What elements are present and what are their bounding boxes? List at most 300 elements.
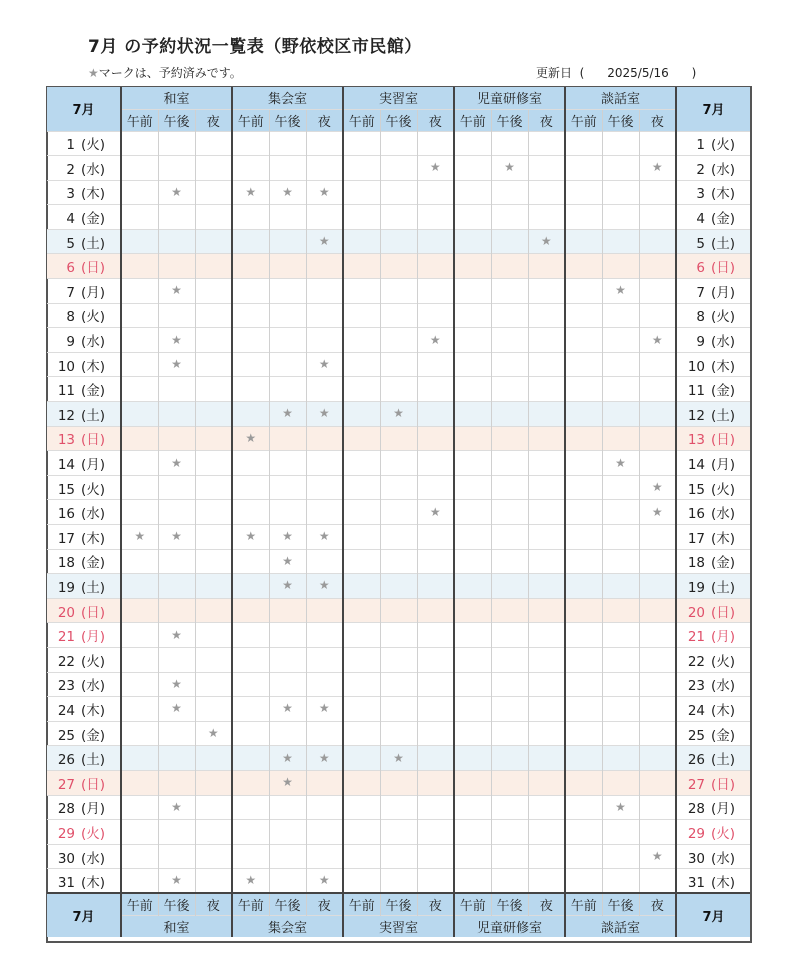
slot-cell [639, 156, 676, 181]
slot-cell [380, 426, 417, 451]
slot-cell [639, 697, 676, 722]
day-weekday: (月) [711, 284, 736, 301]
slot-cell [417, 328, 454, 353]
slot-cell [195, 451, 232, 476]
slot-cell [491, 820, 528, 845]
slot-header: 午前 [565, 109, 602, 131]
slot-cell [195, 746, 232, 771]
slot-cell [158, 328, 195, 353]
slot-header: 午前 [565, 893, 602, 915]
day-label-left [47, 869, 121, 894]
slot-cell [121, 795, 158, 820]
slot-cell [491, 451, 528, 476]
slot-cell [528, 598, 565, 623]
day-label-right [676, 303, 750, 328]
slot-header: 午後 [269, 109, 306, 131]
day-number: 30 [57, 850, 75, 867]
slot-cell [232, 672, 269, 697]
day-weekday: (土) [81, 235, 106, 252]
slot-cell [380, 475, 417, 500]
slot-cell [232, 525, 269, 550]
slot-cell [269, 254, 306, 279]
slot-cell [528, 746, 565, 771]
slot-cell [528, 303, 565, 328]
day-label-right [676, 131, 750, 156]
day-label-left [47, 795, 121, 820]
day-number: 29 [57, 825, 75, 842]
day-weekday: (土) [81, 579, 106, 596]
day-number: 26 [57, 752, 75, 769]
slot-cell [343, 746, 380, 771]
updated-label: 更新日 [536, 66, 573, 80]
booked-star-icon: ★ [171, 701, 182, 716]
table-row [47, 795, 750, 820]
slot-header: 午後 [380, 109, 417, 131]
day-number: 12 [57, 407, 75, 424]
slot-cell [380, 525, 417, 550]
slot-cell [639, 746, 676, 771]
day-number: 15 [687, 481, 705, 498]
booked-star-icon: ★ [171, 676, 182, 691]
slot-cell [417, 205, 454, 230]
slot-cell [380, 180, 417, 205]
day-number: 17 [687, 530, 705, 547]
slot-cell [380, 549, 417, 574]
day-weekday: (木) [81, 530, 106, 547]
slot-cell [343, 844, 380, 869]
room-footer: 実習室 [343, 915, 454, 937]
day-number: 18 [687, 555, 705, 572]
booked-star-icon: ★ [245, 430, 257, 445]
day-label-right [676, 697, 750, 722]
slot-cell [417, 844, 454, 869]
slot-cell [158, 721, 195, 746]
slot-cell [121, 352, 158, 377]
day-number: 3 [66, 186, 75, 203]
table-row [47, 574, 750, 599]
slot-cell [306, 475, 343, 500]
slot-cell [602, 451, 639, 476]
slot-cell [417, 475, 454, 500]
room-footer: 談話室 [565, 915, 676, 937]
slot-cell [195, 844, 232, 869]
day-label-left [47, 254, 121, 279]
slot-cell [602, 795, 639, 820]
slot-cell [121, 131, 158, 156]
slot-cell [195, 279, 232, 304]
legend [88, 64, 242, 81]
slot-cell [158, 623, 195, 648]
slot-cell [158, 402, 195, 427]
slot-cell [269, 574, 306, 599]
booked-star-icon: ★ [429, 332, 441, 347]
table-row [47, 869, 750, 894]
day-weekday: (木) [81, 874, 106, 891]
slot-cell [639, 574, 676, 599]
booked-star-icon: ★ [282, 406, 293, 421]
day-label-right [676, 451, 750, 476]
booked-star-icon: ★ [504, 160, 515, 175]
slot-cell [454, 328, 491, 353]
day-label-left [47, 328, 121, 353]
slot-cell [121, 844, 158, 869]
slot-cell [158, 770, 195, 795]
table-row [47, 475, 750, 500]
slot-cell [158, 795, 195, 820]
day-number: 19 [687, 579, 705, 596]
slot-cell [491, 647, 528, 672]
slot-cell [343, 770, 380, 795]
slot-cell [491, 426, 528, 451]
slot-cell [121, 451, 158, 476]
slot-cell [195, 156, 232, 181]
slot-cell [491, 402, 528, 427]
slot-cell [158, 426, 195, 451]
booked-star-icon: ★ [282, 529, 293, 544]
slot-cell [306, 205, 343, 230]
slot-cell [528, 647, 565, 672]
slot-cell [528, 156, 565, 181]
slot-cell [491, 303, 528, 328]
slot-cell [158, 156, 195, 181]
slot-cell [158, 475, 195, 500]
slot-cell [417, 352, 454, 377]
slot-cell [454, 402, 491, 427]
day-weekday: (日) [711, 432, 736, 449]
day-number: 6 [66, 260, 75, 277]
slot-cell [121, 156, 158, 181]
slot-cell [417, 377, 454, 402]
slot-cell [158, 746, 195, 771]
day-weekday: (水) [81, 506, 106, 523]
month-label-bottom-left: 7月 [47, 893, 121, 937]
slot-cell [343, 795, 380, 820]
slot-cell [380, 623, 417, 648]
table-row [47, 328, 750, 353]
slot-cell [528, 377, 565, 402]
day-weekday: (金) [711, 727, 736, 744]
slot-cell [121, 180, 158, 205]
day-weekday: (金) [711, 555, 736, 572]
slot-cell [306, 352, 343, 377]
slot-cell [380, 795, 417, 820]
slot-cell [491, 623, 528, 648]
slot-cell [232, 402, 269, 427]
slot-cell [417, 156, 454, 181]
day-label-left [47, 844, 121, 869]
booked-star-icon: ★ [615, 799, 626, 814]
slot-cell [343, 180, 380, 205]
day-number: 27 [57, 776, 75, 793]
slot-cell [528, 451, 565, 476]
slot-cell [158, 869, 195, 894]
slot-cell [602, 426, 639, 451]
slot-cell [639, 328, 676, 353]
slot-cell [454, 229, 491, 254]
slot-header: 夜 [306, 109, 343, 131]
table-row [47, 844, 750, 869]
legend-text: マークは、予約済みです。 [98, 66, 242, 80]
table-row [47, 180, 750, 205]
slot-cell [121, 328, 158, 353]
slot-cell [121, 598, 158, 623]
slot-cell [528, 131, 565, 156]
slot-cell [269, 746, 306, 771]
day-label-left [47, 672, 121, 697]
booked-star-icon: ★ [171, 332, 182, 347]
slot-header: 午後 [380, 893, 417, 915]
slot-cell [306, 869, 343, 894]
slot-cell [343, 623, 380, 648]
slot-cell [417, 229, 454, 254]
slot-cell [491, 770, 528, 795]
day-label-left [47, 500, 121, 525]
day-number: 9 [66, 334, 75, 351]
slot-cell [639, 869, 676, 894]
slot-cell [491, 598, 528, 623]
slot-cell [121, 377, 158, 402]
day-weekday: (日) [81, 776, 106, 793]
slot-cell [232, 795, 269, 820]
day-label-left [47, 623, 121, 648]
slot-cell [195, 697, 232, 722]
slot-cell [380, 131, 417, 156]
day-number: 26 [687, 752, 705, 769]
slot-cell [565, 647, 602, 672]
slot-cell [195, 402, 232, 427]
day-label-right [676, 721, 750, 746]
slot-cell [195, 795, 232, 820]
slot-cell [380, 574, 417, 599]
month-label-left: 7月 [47, 87, 121, 131]
day-weekday: (土) [711, 407, 736, 424]
slot-cell [195, 820, 232, 845]
day-label-right [676, 598, 750, 623]
day-weekday: (日) [711, 260, 736, 277]
slot-cell [417, 770, 454, 795]
month-label-right: 7月 [676, 87, 750, 131]
day-number: 15 [57, 481, 75, 498]
day-number: 19 [57, 579, 75, 596]
slot-cell [528, 549, 565, 574]
slot-cell [602, 623, 639, 648]
slot-cell [454, 574, 491, 599]
slot-cell [343, 500, 380, 525]
slot-cell [121, 426, 158, 451]
booked-star-icon: ★ [318, 873, 330, 888]
slot-cell [565, 475, 602, 500]
slot-header: 午前 [454, 893, 491, 915]
day-label-left [47, 229, 121, 254]
slot-cell [639, 721, 676, 746]
table-row [47, 721, 750, 746]
slot-cell [417, 500, 454, 525]
slot-cell [491, 156, 528, 181]
day-weekday: (金) [81, 555, 106, 572]
slot-cell [269, 697, 306, 722]
slot-cell [232, 352, 269, 377]
day-weekday: (火) [81, 653, 106, 670]
slot-cell [269, 131, 306, 156]
day-weekday: (金) [81, 211, 106, 228]
booked-star-icon: ★ [171, 184, 182, 199]
slot-cell [417, 795, 454, 820]
slot-cell [491, 574, 528, 599]
slot-cell [454, 869, 491, 894]
slot-cell [528, 795, 565, 820]
updated-close: ) [691, 66, 697, 80]
slot-cell [565, 156, 602, 181]
day-weekday: (火) [81, 481, 106, 498]
day-weekday: (金) [81, 727, 106, 744]
day-weekday: (水) [81, 334, 106, 351]
day-number: 28 [57, 801, 75, 818]
slot-cell [417, 451, 454, 476]
slot-cell [195, 229, 232, 254]
day-weekday: (水) [711, 506, 736, 523]
day-label-left [47, 647, 121, 672]
slot-cell [269, 770, 306, 795]
page-title: 7月 の予約状況一覧表（野依校区市民館） [88, 37, 422, 57]
table-row [47, 598, 750, 623]
slot-cell [306, 156, 343, 181]
slot-cell [269, 328, 306, 353]
slot-cell [454, 844, 491, 869]
slot-cell [639, 352, 676, 377]
slot-cell [639, 795, 676, 820]
day-number: 21 [57, 629, 75, 646]
slot-cell [602, 770, 639, 795]
slot-cell [380, 402, 417, 427]
slot-cell [565, 131, 602, 156]
day-number: 13 [687, 432, 705, 449]
day-number: 25 [57, 727, 75, 744]
day-label-left [47, 598, 121, 623]
slot-cell [491, 352, 528, 377]
slot-cell [417, 746, 454, 771]
day-weekday: (木) [81, 186, 106, 203]
slot-cell [306, 500, 343, 525]
day-weekday: (水) [711, 678, 736, 695]
day-weekday: (木) [711, 702, 736, 719]
day-label-right [676, 426, 750, 451]
slot-cell [269, 402, 306, 427]
day-weekday: (水) [711, 161, 736, 178]
slot-cell [491, 672, 528, 697]
slot-cell [343, 229, 380, 254]
slot-cell [639, 131, 676, 156]
slot-cell [639, 672, 676, 697]
day-number: 4 [66, 211, 75, 228]
slot-cell [195, 328, 232, 353]
booked-star-icon: ★ [651, 849, 663, 864]
slot-cell [565, 598, 602, 623]
day-weekday: (火) [81, 137, 106, 154]
booked-star-icon: ★ [318, 234, 330, 249]
slot-cell [121, 869, 158, 894]
slot-cell [343, 254, 380, 279]
day-weekday: (金) [81, 383, 106, 400]
slot-cell [121, 672, 158, 697]
slot-cell [528, 328, 565, 353]
slot-cell [491, 377, 528, 402]
room-footer: 集会室 [232, 915, 343, 937]
slot-cell [343, 426, 380, 451]
slot-cell [417, 131, 454, 156]
day-label-left [47, 770, 121, 795]
slot-cell [639, 402, 676, 427]
day-label-right [676, 770, 750, 795]
table-row [47, 131, 750, 156]
day-label-left [47, 549, 121, 574]
slot-cell [306, 721, 343, 746]
slot-cell [528, 820, 565, 845]
table-row [47, 672, 750, 697]
slot-cell [380, 647, 417, 672]
slot-cell [195, 647, 232, 672]
day-label-left [47, 156, 121, 181]
slot-cell [232, 549, 269, 574]
slot-header: 午後 [158, 893, 195, 915]
day-weekday: (日) [81, 432, 106, 449]
slot-cell [528, 475, 565, 500]
slot-cell [565, 549, 602, 574]
slot-cell [158, 672, 195, 697]
slot-cell [158, 598, 195, 623]
slot-header: 夜 [528, 109, 565, 131]
slot-cell [417, 869, 454, 894]
slot-cell [565, 229, 602, 254]
slot-cell [565, 820, 602, 845]
day-weekday: (木) [81, 358, 106, 375]
slot-header: 午前 [454, 109, 491, 131]
slot-cell [639, 500, 676, 525]
slot-cell [565, 352, 602, 377]
slot-cell [565, 303, 602, 328]
slot-cell [380, 770, 417, 795]
slot-cell [380, 746, 417, 771]
slot-cell [565, 844, 602, 869]
slot-cell [269, 352, 306, 377]
slot-header: 夜 [639, 109, 676, 131]
slot-cell [269, 721, 306, 746]
slot-cell [380, 303, 417, 328]
star-icon: ★ [88, 66, 99, 80]
slot-cell [232, 500, 269, 525]
day-weekday: (水) [81, 850, 106, 867]
day-weekday: (土) [81, 752, 106, 769]
slot-cell [528, 623, 565, 648]
slot-cell [121, 697, 158, 722]
day-label-left [47, 205, 121, 230]
day-number: 24 [57, 702, 75, 719]
slot-cell [380, 451, 417, 476]
booked-star-icon: ★ [318, 357, 330, 372]
room-header: 和室 [121, 87, 232, 109]
booked-star-icon: ★ [615, 283, 626, 298]
slot-cell [306, 180, 343, 205]
slot-cell [454, 303, 491, 328]
slot-cell [306, 574, 343, 599]
slot-cell [121, 623, 158, 648]
slot-cell [380, 156, 417, 181]
slot-cell [232, 451, 269, 476]
slot-cell [195, 426, 232, 451]
day-label-left [47, 451, 121, 476]
booked-star-icon: ★ [282, 578, 293, 593]
table-row [47, 451, 750, 476]
slot-cell [232, 721, 269, 746]
